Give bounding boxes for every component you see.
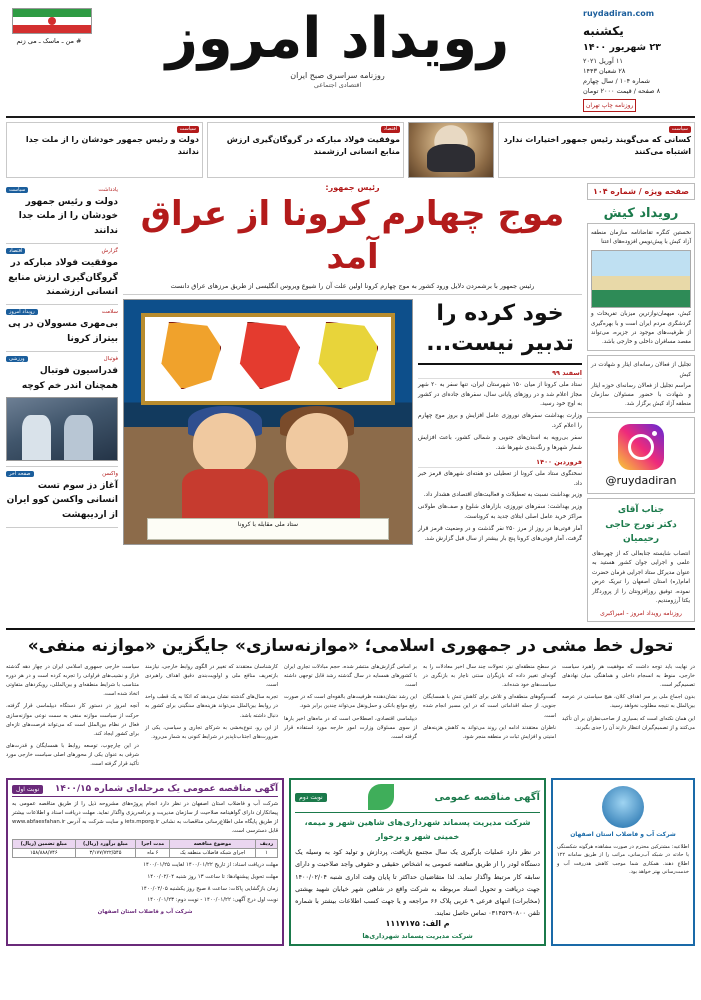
- greeting-signature: روزنامه رویداد امروز - امیراکبری: [600, 609, 682, 617]
- analysis-paragraph: بر اساس گزارش‌های منتشر شده، حجم مبادلات تجاری ایران با کشورهای همسایه در سال گذشته رشد قابل توجهی داشته است.: [284, 664, 417, 689]
- timeline-heading: اسفند ۹۹: [418, 369, 582, 379]
- table-cell: ۱۵۸/۸۸۸/۷۴۶: [13, 848, 76, 857]
- analysis-paragraph: سیاست خارجی جمهوری اسلامی ایران در چهار دهه گذشته فراز و نشیب‌های فراوانی را تجربه کرده است و در هر دوره متناسب با شرایط منطقه‌ای و بین‌المللی، رویکردهای متفاوتی اتخاذ شده است.: [6, 664, 139, 698]
- sidebar-tag: ورزشی: [6, 356, 28, 362]
- sidebar-tag: صفحه آخر: [6, 471, 34, 477]
- timeline-paragraph: وزارت بهداشت سفرهای نوروزی عامل افزایش و بروز موج چهارم را اعلام کرد.: [418, 413, 582, 430]
- tender-title: آگهی مناقصه عمومی: [434, 791, 540, 803]
- sidebar-kicker: یادداشت: [98, 187, 118, 193]
- ribbon-label: صفحه ویژه / شماره ۱۰۴: [592, 187, 690, 196]
- timeline-paragraph: وزیر بهداشت نسبت به تعطیلات و فعالیت‌های اقتصادی هشدار داد.: [423, 492, 582, 499]
- sidebar-item-health[interactable]: [6, 305, 118, 352]
- tender-signature: شرکت مدیریت پسماند شهرداری‌ها: [362, 932, 473, 941]
- sidebar-tag: سیاست: [6, 187, 28, 193]
- tender-note: مهلت تحویل پیشنهادها: تا ساعت ۱۳ روز شنبه ۱۴۰۰/۰۲/۰۴: [147, 873, 279, 880]
- photo-figure: [64, 415, 93, 460]
- tender-company: شرکت مدیریت پسماند شهرداری‌های شاهین شهر و میمه، خمینی شهر و برخوار: [304, 818, 531, 841]
- tender-ad-waste: [289, 778, 546, 946]
- analysis-paragraph: تجربه سال‌های گذشته نشان می‌دهد که اتکا به یک قطب واحد در روابط بین‌الملل می‌تواند هزینه‌های سنگینی برای کشور به دنبال داشته باشد.: [145, 694, 278, 719]
- map-region: [315, 322, 379, 390]
- analysis-column: [562, 663, 695, 772]
- edition-badge: روزنامه چاپ تهران: [583, 99, 636, 112]
- weekday: یکشنبه: [583, 24, 624, 39]
- tender-note: مهلت دریافت اسناد: از تاریخ ۱۴۰۰/۰۱/۲۲ لغایت ۱۴۰۰/۰۱/۲۵: [143, 861, 279, 868]
- kish-story-text: نخستین کنگره تقاضا‌نامه سازمان منطقه آزاد کیش با پیش‌نویس افزوده‌های اعتنا: [591, 230, 691, 246]
- sidebar-item-politics[interactable]: [6, 183, 118, 244]
- tender-code: م الف: ۱۱۱۷۱۷۵: [385, 919, 450, 929]
- table-header-cell: مبلغ برآورد (ریال): [75, 839, 136, 848]
- kish-story-1[interactable]: [587, 223, 695, 351]
- quote-box: [418, 299, 582, 364]
- date-persian: ۲۳ شهریور ۱۴۰۰: [583, 41, 661, 53]
- kish-story-text: تجلیل از فعالان رسانه‌ای ایثار و شهادت در کیش: [591, 362, 691, 378]
- teaser-cell[interactable]: [207, 122, 404, 178]
- table-header-cell: موضوع مناقصه: [170, 839, 256, 848]
- mask-slogan: # من ـ ماسک ـ می زنم: [16, 37, 82, 45]
- quote-column: [418, 299, 582, 546]
- map-region: [236, 322, 300, 390]
- lead-photo: [123, 299, 413, 545]
- top-teaser-strip: [6, 122, 695, 178]
- sidebar-title: دولت و رئیس جمهور خودشان را از ملت جدا ندانند: [18, 197, 118, 236]
- paper-title-block: [92, 6, 583, 89]
- body-grid: [6, 183, 695, 622]
- notice-title: شرکت آب و فاضلاب استان اصفهان: [570, 831, 676, 839]
- puppet-figure-left: [176, 413, 274, 530]
- sidebar-item-economy[interactable]: [6, 244, 118, 305]
- tender-round-badge: نوبت دوم: [295, 793, 327, 802]
- analysis-paragraph: در این چارچوب، توسعه روابط با همسایگان و قدرت‌های شرقی به عنوان یکی از محورهای اصلی سیاست خارجی مورد تأکید قرار گرفته است.: [6, 742, 139, 768]
- kish-photo: [591, 250, 691, 308]
- notice-body: اطلاعیه: مشترکین محترم در صورت مشاهده هرگونه شکستگی یا حادثه در شبکه آب‌رسانی، مراتب را از طریق سامانه ۱۲۲ اطلاع دهند. همکاری شما موجب کاهش هدررفت آب و خدمت‌رسانی بهتر خواهد بود.: [556, 843, 689, 876]
- tender-table: [12, 839, 278, 858]
- special-page-ribbon: [587, 183, 695, 200]
- page-count-price: ۸ صفحه / قیمت ۲۰۰۰ تومان: [583, 86, 661, 95]
- teaser-photo-caption[interactable]: [498, 122, 695, 178]
- water-company-notice: [551, 778, 695, 946]
- lead-kicker: رئیس جمهور:: [325, 183, 380, 192]
- analysis-paragraph: کارشناسان معتقدند که تغییر در الگوی روابط خارجی، نیازمند بازتعریف منافع ملی و اولویت‌بندی دقیق اهداف راهبردی است.: [145, 664, 278, 689]
- tender-note: زمان بازگشایی پاکات: ساعت ۸ صبح روز یکشنبه ۱۴۰۰/۰۲/۰۵: [141, 885, 279, 892]
- analysis-column: [6, 663, 139, 772]
- tender-header: [295, 784, 540, 813]
- tender-signature: شرکت آب و فاضلاب استان اصفهان: [97, 909, 193, 916]
- table-header-cell: مدت اجرا: [136, 839, 170, 848]
- tender-body: در نظر دارد عملیات بارگیری یک سال مجتمع بازیافت، پردازش و تولید کود به وسیله یک دستگاه لودر را از طریق مناقصه عمومی به اشخاص حقیقی و حقوقی واجد صلاحیت و دارای سابقه کار مرتبط واگذار نماید. لذا متقاضیان حداکثر تا پایان وقت اداری شنبه ۱۴۰۰/۰۲/۰۴ جهت دریافت و تحویل اسناد مربوطه به شرکت واقع در شاهین شهر خیابان شهید بهشتی (مخابرات) انتهای فرعی ۹ غربی پلاک ۶۶ مراجعه و یا جهت کسب اطلاعات بیشتر با شماره تلفن ۰۳۱۴۵۲۹۰۸۰۰ تماس حاصل نمایند.: [295, 848, 540, 918]
- sidebar-title: بی‌مهری مسوولان در پی بیتراز کرونا: [8, 319, 118, 344]
- analysis-column: [284, 663, 417, 772]
- analysis-paragraph: دیپلماسی اقتصادی، اصطلاحی است که در ماه‌های اخیر بارها از سوی مسئولان وزارت امور خارجه مورد استفاده قرار گرفته است.: [284, 715, 417, 740]
- teaser-tag: سیاست: [177, 126, 199, 133]
- paper-title: رویداد امروز: [165, 6, 510, 71]
- greeting-body: انتصاب شایسته جنابعالی که از چهره‌های علمی و اجرایی جوان کشور هستید به عنوان مدیرکل ستاد اجرایی فرمان حضرت امام(ره) استان اصفهان را تبریک عرض نموده، توفیق روزافزونتان را از پروردگار یکتا آرزومندیم.: [592, 550, 690, 605]
- timeline-paragraph: وزیر بهداشت: سفرهای نوروزی، بازارهای شلوغ و صف‌های طولانی مراکز خرید عامل اصلی ابتلای جدید به کروناست.: [418, 504, 582, 521]
- instagram-block[interactable]: [587, 417, 695, 494]
- timeline-heading: فروردین ۱۴۰۰: [418, 458, 582, 468]
- masthead: [6, 6, 695, 118]
- timeline-esfand: [418, 369, 582, 454]
- portrait-image: [408, 122, 494, 178]
- sidebar-title: آغاز دز سوم تست انسانی واکسن کوو ایران از اردیبهشت: [6, 480, 118, 520]
- photo-figure: [22, 415, 51, 460]
- table-header-cell: مبلغ تضمین (ریال): [13, 839, 76, 848]
- analysis-paragraph: این رشد نشان‌دهنده ظرفیت‌های بالقوه‌ای است که در صورت رفع موانع بانکی و حمل‌ونقل می‌تواند چندین برابر شود.: [284, 694, 417, 710]
- tender-title: آگهی مناقصه عمومی یک مرحله‌ای شماره ۱۴۰۰/۱۵: [54, 784, 279, 795]
- timeline-paragraph: سخنگوی ستاد ملی کرونا از تعطیلی دو هفته‌ای شهرهای قرمز خبر داد.: [418, 470, 582, 487]
- congratulation-ad: [587, 498, 695, 621]
- lead-subheadline: رئیس جمهور با برشمردن دلایل ورود کشور به موج چهارم کرونا اولین علت آن را شیوع ویروس انگلیسی از طریق مرزهای عراق دانست: [123, 281, 582, 295]
- left-sidebar: [6, 183, 118, 622]
- analysis-column: [423, 663, 556, 772]
- photo-banner-text: ستاد ملی مقابله با کرونا: [147, 518, 389, 540]
- analysis-paragraph: در نهایت باید توجه داشت که موفقیت هر راهبرد سیاست خارجی، منوط به انسجام داخلی و هماهنگی میان نهادهای تصمیم‌گیر است.: [562, 664, 695, 689]
- analysis-paragraph: بدون اجماع ملی بر سر اهداف کلان، هیچ سیاستی در عرصه بین‌الملل به نتیجه مطلوب نخواهد رسید.: [562, 694, 695, 710]
- sidebar-tag: رویداد امروز: [6, 309, 38, 315]
- analysis-column: [145, 663, 278, 772]
- analysis-paragraph: آنچه امروز در دستور کار دستگاه دیپلماسی قرار گرفته، حرکت از سیاست موازنه منفی به سمت نوعی موازنه‌سازی فعال در نظام بین‌الملل است که می‌تواند فرصت‌های تازه‌ای برای کشور ایجاد کند.: [6, 703, 139, 737]
- flag-block: [6, 6, 92, 45]
- date-hijri: ۲۸ شعبان ۱۴۴۳: [583, 66, 626, 75]
- tender-header: [12, 784, 278, 797]
- teaser-headline: کسانی که می‌گویند رئیس جمهور اختیارات ندارد اشتباه می‌کنند: [503, 134, 691, 156]
- kish-story-body: مراسم تجلیل از فعالان رسانه‌ای حوزه ایثار و شهادت با حضور مسئولان سازمان منطقه آزاد کیش برگزار شد.: [591, 382, 691, 408]
- teaser-tag: اقتصاد: [381, 126, 400, 133]
- sidebar-kicker: واکسن: [102, 470, 118, 477]
- timeline-paragraph: ستاد ملی کرونا از میان ۱۵۰ شهرستان ایران، تنها سفر به ۲۰ شهر مجاز اعلام شد و در روزهای پایانی سال، سفرهای جاده‌ای در کشور به اوج خود رسید.: [418, 381, 582, 408]
- tender-body: شرکت آب و فاضلاب استان اصفهان در نظر دارد انجام پروژه‌های مشروحه ذیل را از طریق مناقصه عمومی به پیمانکاران دارای گواهینامه صلاحیت از سازمان مدیریت و برنامه‌ریزی واگذار نماید. مهلت دریافت اسناد و اطلاعات بیشتر از طریق پایگاه ملی اطلاع‌رسانی مناقصات به نشانی iets.mporg.ir و سایت شرکت به آدرس www.abfaesfahan.ir قابل دسترسی است.: [12, 801, 279, 834]
- table-cell: ۶ ماه: [136, 848, 170, 857]
- table-row: [13, 848, 278, 857]
- sidebar-kicker: فوتبال: [103, 356, 118, 363]
- website-url[interactable]: ruydadiran.com: [583, 9, 655, 18]
- sidebar-item-vaccine[interactable]: [6, 467, 118, 528]
- instagram-icon: [618, 424, 664, 470]
- sidebar-kicker: گزارش: [101, 248, 118, 255]
- table-cell: ۱: [255, 848, 277, 857]
- tender-ad-water: [6, 778, 284, 946]
- teaser-tag: سیاست: [669, 126, 691, 133]
- greeting-line-1: جناب آقای: [617, 505, 665, 516]
- puppet-head: [286, 413, 349, 474]
- analysis-headline: تحول خط مشی در جمهوری اسلامی؛ «موازنه‌سازی» جایگزین «موازنه منفی»: [27, 635, 674, 656]
- right-rail: [587, 183, 695, 622]
- sport-photo: [6, 397, 118, 461]
- table-header-cell: ردیف: [255, 839, 277, 848]
- issue-info: [583, 6, 695, 112]
- puppet-head: [193, 413, 256, 474]
- analysis-paragraph: این همان نکته‌ای است که بسیاری از صاحب‌نظران بر آن تأکید می‌کنند و از تصمیم‌گیران انتظار دارند آن را جدی بگیرند.: [562, 715, 695, 731]
- kish-story-2[interactable]: [587, 355, 695, 413]
- kish-section-logo: رویداد کیش: [603, 206, 679, 221]
- date-gregorian: ۱۱ آوریل ۲۰۲۱: [583, 56, 623, 65]
- analysis-paragraph: از این رو، تنوع‌بخشی به شرکای تجاری و سیاسی، یکی از ضرورت‌های اجتناب‌ناپذیر در شرایط کنونی به شمار می‌رود.: [145, 724, 278, 740]
- teaser-cell[interactable]: [6, 122, 203, 178]
- timeline-paragraph: آمار فوتی‌ها در روز از مرز ۲۵۰ نفر گذشت و در وضعیت قرمز قرار گرفت، آمار فوتی‌های کرونا پنج بار بیشتر از سال قبل گزارش شد.: [418, 525, 582, 542]
- analysis-paragraph: گفت‌وگوهای منطقه‌ای و تلاش برای کاهش تنش با همسایگان جنوبی، از جمله اقداماتی است که در این مسیر انجام شده است.: [423, 694, 556, 719]
- timeline-farvardin: [418, 458, 582, 545]
- tender-note: نوبت اول درج آگهی: ۱۴۰۰/۰۱/۲۲ - نوبت دوم: ۱۴۰۰/۰۱/۲۳: [147, 897, 279, 904]
- iran-flag-icon: [12, 8, 92, 34]
- timeline-paragraph: سفر بی‌رویه به استان‌های جنوبی و شمالی کشور، باعث افزایش شمار شهرها و رنگ‌بندی شهرها شد.: [418, 434, 582, 451]
- main-story-column: [123, 183, 582, 622]
- puppet-figure-right: [268, 413, 366, 530]
- quote-headline: خود کرده را تدبیر نیست...: [426, 301, 574, 357]
- kish-story-body: کیش، میهمان‌نوازترین میزبان تفریحات و گردشگری مردم ایران است و با بهره‌گیری از ظرفیت‌های موجود در جزیره، می‌تواند مقصد مسافران داخلی و خارجی باشد.: [591, 311, 691, 346]
- analysis-columns: [6, 663, 695, 772]
- table-header-row: [13, 839, 278, 848]
- teaser-headline: دولت و رئیس جمهور خودشان را از ملت جدا ندانند: [25, 134, 199, 156]
- teaser-headline: موفقیت فولاد مبارکه در گروگان‌گیری ارزش منابع انسانی ارزشمند: [226, 134, 400, 156]
- sidebar-title: فدراسیون فوتبال همچنان اندر خم کوچه: [21, 366, 118, 391]
- map-region: [158, 322, 222, 390]
- analysis-paragraph: در سطح منطقه‌ای نیز، تحولات چند سال اخیر معادلات را به گونه‌ای تغییر داده که بازیگران سنتی ناچار به بازنگری در سیاست‌های خود شده‌اند.: [423, 664, 556, 689]
- lead-content-row: [123, 299, 582, 546]
- table-cell: اجرای شبکه فاضلاب منطقه یک: [170, 848, 256, 857]
- paper-subtitle: روزنامه سراسری صبح ایران: [290, 70, 385, 80]
- leaf-icon: [368, 784, 394, 810]
- issue-number: شماره ۱۰۴ / سال چهارم: [583, 76, 650, 85]
- sidebar-tag: اقتصاد: [6, 248, 25, 254]
- lead-headline: موج چهارم کرونا از عراق آمد: [140, 194, 565, 277]
- greeting-line-2: دکتر تورج حاجی رحیمیان: [605, 519, 677, 545]
- instagram-handle[interactable]: @ruydadiran: [605, 474, 677, 488]
- classified-ads-row: [6, 778, 695, 946]
- tender-round-badge: نوبت اول: [12, 785, 43, 794]
- sidebar-kicker: سلامت: [101, 309, 118, 316]
- paper-subtitle-2: اقتصادی اجتماعی: [313, 80, 362, 89]
- sidebar-item-sport[interactable]: [6, 352, 118, 467]
- analysis-paragraph: ناظران معتقدند ادامه این روند می‌تواند به کاهش هزینه‌های امنیتی و افزایش ثبات در منطقه منجر شود.: [423, 724, 556, 740]
- iran-covid-map: [141, 313, 394, 406]
- analysis-section: [6, 628, 695, 773]
- president-portrait: [408, 122, 494, 178]
- table-cell: ۳/۱۷۷/۷۲۲/۵۴۵: [75, 848, 136, 857]
- water-drop-icon: [602, 786, 644, 828]
- sidebar-title: موفقیت فولاد مبارکه در گروگان‌گیری ارزش منابع انسانی ارزشمند: [8, 258, 118, 297]
